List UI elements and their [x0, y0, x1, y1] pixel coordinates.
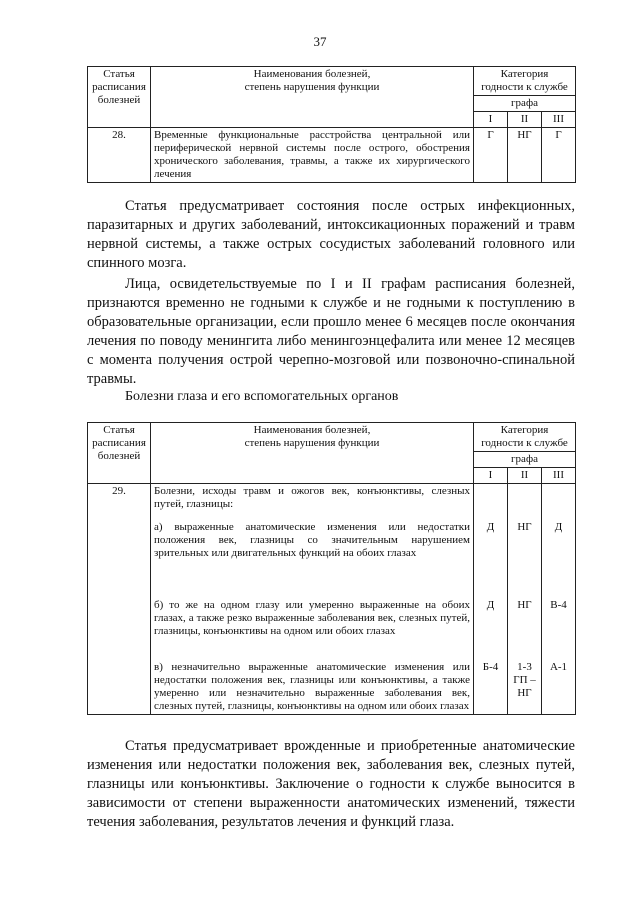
subitem-b-text: б) то же на одном глазу или умеренно выраженные на обоих глазах, а также резко выраженные заболевания век, слезных путей, глазницы, конъюнктивы на одном или обоих глазах [154, 599, 470, 637]
disease-table-28 [87, 66, 576, 183]
table-header-row [88, 423, 576, 452]
header-category-line: Категория [500, 68, 549, 80]
header-names [151, 67, 474, 128]
header-grafa: графа [474, 452, 576, 468]
disease-description [151, 484, 474, 715]
paragraph-2: Лица, освидетельствуемые по I и II графам расписания болезней, признаются временно не годными к службе и не годными к поступлению в образовательные организации, если прошло менее 6 месяцев после окончания лечения по поводу менингита либо менингоэнцефалита или менее 12 месяцев с момента получения острой черепно-мозговой или позвоночно-спинальной травмы. [87, 276, 575, 387]
header-graph-1: I [474, 468, 508, 484]
section-heading: Болезни глаза и его вспомогательных органов [125, 389, 399, 404]
header-article-line: Статья [103, 424, 135, 436]
header-article-line: расписания [92, 81, 146, 93]
header-names-line: степень нарушения функции [244, 437, 380, 449]
header-graph-3: III [542, 468, 576, 484]
header-names-line: Наименования болезней, [253, 424, 371, 436]
table-row [88, 128, 576, 183]
subitem-a-graph-3: Д [554, 521, 563, 533]
subitem-c-graph-1: Б-4 [482, 661, 499, 673]
paragraph-1: Статья предусматривает состояния после острых инфекционных, паразитарных и других заболеваний, интоксикационных поражений и травм нервной системы, а также острых сосудистых заболеваний головного или спинного мозга. [87, 198, 575, 271]
value-graph-3 [542, 484, 576, 715]
page-number: 37 [313, 34, 327, 49]
subitem-a-text: а) выраженные анатомические изменения или недостатки положения век, глазницы со значительным нарушением зрительных или двигательных функций на обоих глазах [154, 521, 470, 559]
table-row [88, 484, 576, 715]
header-names [151, 423, 474, 484]
header-article-line: Статья [103, 68, 135, 80]
header-article [88, 67, 151, 128]
disease-table-29 [87, 422, 576, 715]
disease-description: Временные функциональные расстройства центральной или периферической нервной системы после острого, обострения хронического заболевания, травмы, а также их хирургического лечения [151, 128, 474, 183]
subitem-b-graph-1: Д [486, 599, 495, 611]
value-graph-3: Г [542, 128, 576, 183]
subitem-b-graph-3: В-4 [550, 599, 567, 611]
header-category [474, 423, 576, 452]
value-graph-1: Г [474, 128, 508, 183]
header-article [88, 423, 151, 484]
subitem-c-graph-2-line: НГ [517, 687, 532, 699]
header-graph-2: II [508, 112, 542, 128]
subitem-c-graph-2 [511, 661, 538, 700]
table-header-row [88, 67, 576, 96]
header-graph-2: II [508, 468, 542, 484]
header-article-line: болезней [97, 94, 141, 106]
subitem-c-text: в) незначительно выраженные анатомические изменения или недостатки положения век, глазницы или конъюнктивы, а также умеренно или незначительно выраженные заболевания век, слезных путей, глазницы, конъюнктивы на одном или обоих глазах [154, 661, 470, 712]
value-graph-1 [474, 484, 508, 715]
header-names-line: Наименования болезней, [253, 68, 371, 80]
header-graph-1: I [474, 112, 508, 128]
article-number: 29. [88, 484, 151, 715]
header-category-line: годности к службе [481, 437, 568, 449]
subitem-c-graph-2-line: ГП – [513, 674, 536, 686]
subitem-a-graph-2: НГ [517, 521, 532, 533]
header-names-line: степень нарушения функции [244, 81, 380, 93]
subitem-c-graph-3: А-1 [549, 661, 568, 673]
header-article-line: болезней [97, 450, 141, 462]
subitem-c-graph-2-line: 1-3 [517, 661, 532, 673]
value-graph-2: НГ [508, 128, 542, 183]
header-category-line: годности к службе [481, 81, 568, 93]
header-category-line: Категория [500, 424, 549, 436]
header-article-line: расписания [92, 437, 146, 449]
value-graph-2 [508, 484, 542, 715]
article-number: 28. [88, 128, 151, 183]
header-graph-3: III [542, 112, 576, 128]
header-category [474, 67, 576, 96]
header-grafa: графа [474, 96, 576, 112]
paragraph-3: Статья предусматривает врожденные и приобретенные анатомические изменения или недостатки положения век, заболевания век, слезных путей, глазницы или конъюнктивы. Заключение о годности к службе выносится в зависимости от степени выраженности анатомических изменений, тяжести течения заболевания, результатов лечения и функций глаза. [87, 738, 575, 830]
subitem-a-graph-1: Д [486, 521, 495, 533]
disease-intro: Болезни, исходы травм и ожогов век, конъюнктивы, слезных путей, глазницы: [154, 485, 470, 510]
subitem-b-graph-2: НГ [517, 599, 532, 611]
